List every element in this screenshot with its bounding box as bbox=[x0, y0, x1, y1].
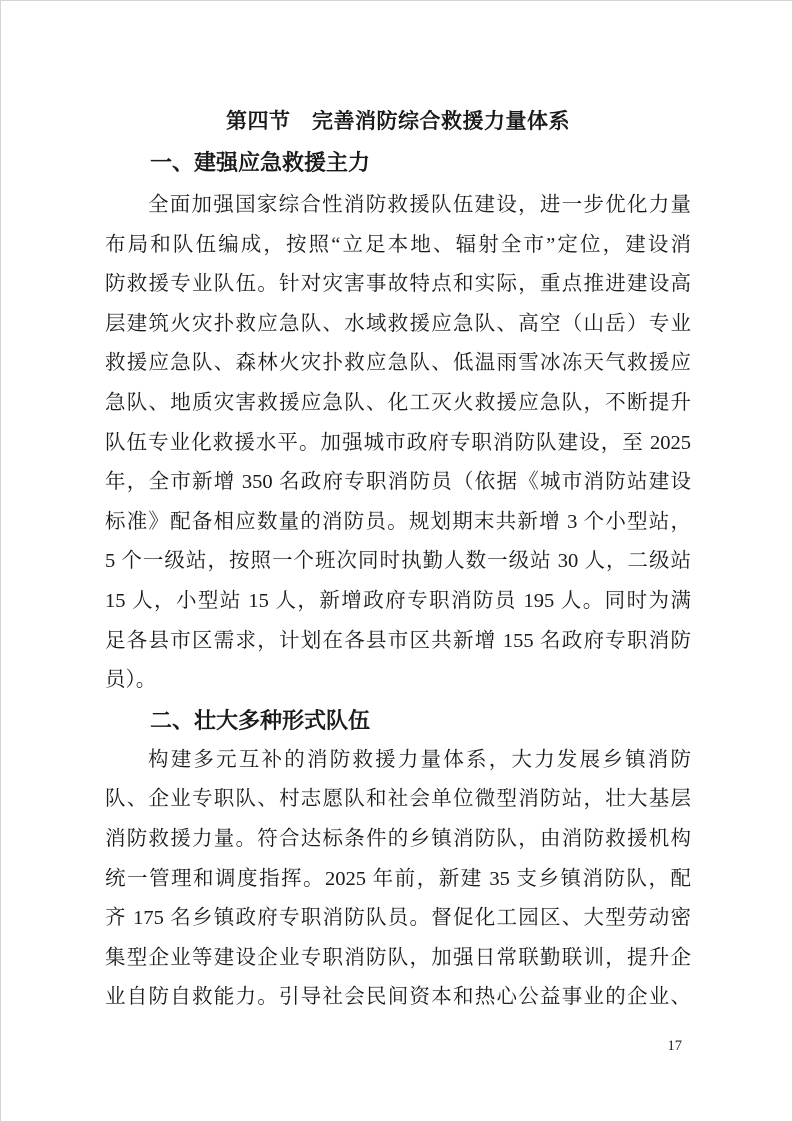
section-title: 第四节 完善消防综合救援力量体系 bbox=[226, 109, 570, 133]
text-line: 救援应急队、森林火灾扑救应急队、低温雨雪冰冻天气救援应 bbox=[105, 352, 691, 375]
text-line: 5 个一级站，按照一个班次同时执勤人数一级站 30 人，二级站 bbox=[105, 550, 691, 573]
page-number: 17 bbox=[667, 1038, 682, 1054]
text-line: 防救援专业队伍。针对灾害事故特点和实际，重点推进建设高 bbox=[105, 273, 691, 296]
text-line: 构建多元互补的消防救援力量体系，大力发展乡镇消防 bbox=[148, 748, 691, 771]
page-content bbox=[105, 1, 691, 1018]
text-line: 队、企业专职队、村志愿队和社会单位微型消防站，壮大基层 bbox=[105, 788, 691, 811]
text-line: 布局和队伍编成，按照“立足本地、辐射全市”定位，建设消 bbox=[105, 233, 691, 256]
text-line: 年，全市新增 350 名政府专职消防员（依据《城市消防站建设 bbox=[105, 471, 691, 494]
text-line: 消防救援力量。符合达标条件的乡镇消防队，由消防救援机构 bbox=[105, 827, 691, 850]
text-line: 队伍专业化救援水平。加强城市政府专职消防队建设，至 2025 bbox=[105, 431, 691, 454]
subsection-heading-2: 二、壮大多种形式队伍 bbox=[150, 707, 371, 733]
paragraph-1 bbox=[105, 186, 691, 701]
subsection-heading-1: 一、建强应急救援主力 bbox=[150, 150, 371, 175]
text-line: 足各县市区需求，计划在各县市区共新增 155 名政府专职消防 bbox=[105, 629, 691, 652]
text-line: 集型企业等建设企业专职消防队，加强日常联勤联训，提升企 bbox=[105, 946, 691, 969]
text-line: 业自防自救能力。引导社会民间资本和热心公益事业的企业、 bbox=[105, 986, 691, 1009]
text-line: 员）。 bbox=[105, 669, 157, 692]
text-line: 全面加强国家综合性消防救援队伍建设，进一步优化力量 bbox=[148, 194, 691, 216]
paragraph-2 bbox=[105, 741, 691, 1018]
text-line: 15 人，小型站 15 人，新增政府专职消防员 195 人。同时为满 bbox=[105, 589, 691, 612]
text-line: 层建筑火灾扑救应急队、水域救援应急队、高空（山岳）专业 bbox=[105, 312, 691, 335]
text-line: 标准》配备相应数量的消防员。规划期末共新增 3 个小型站， bbox=[105, 510, 691, 533]
text-line: 急队、地质灾害救援应急队、化工灭火救援应急队，不断提升 bbox=[105, 391, 691, 414]
text-line: 齐 175 名乡镇政府专职消防队员。督促化工园区、大型劳动密 bbox=[105, 907, 691, 930]
text-line: 统一管理和调度指挥。2025 年前，新建 35 支乡镇消防队，配 bbox=[105, 867, 691, 890]
